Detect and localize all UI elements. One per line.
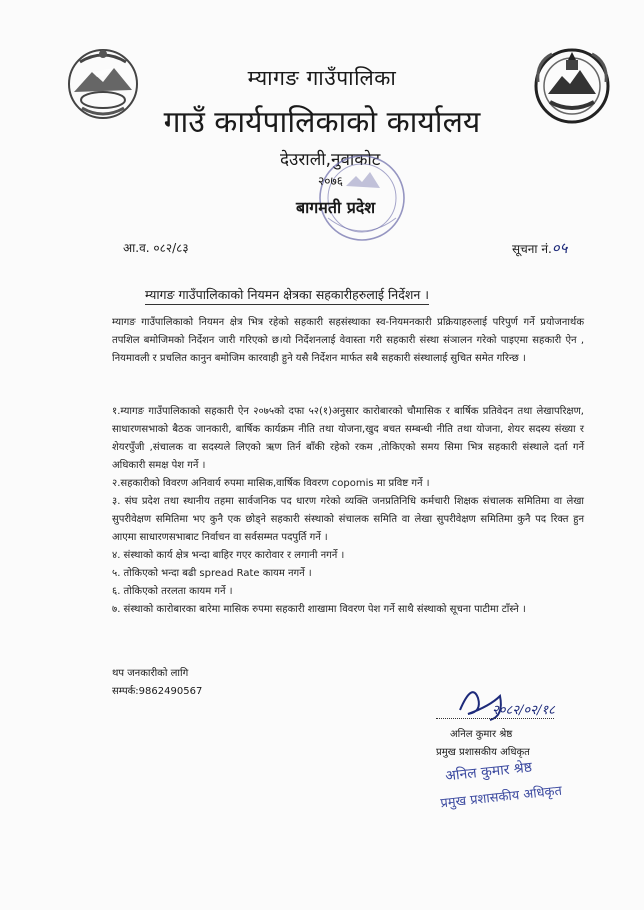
notice-number [512, 238, 567, 258]
name-stamp: अनिल कुमार श्रेष्ठ [444, 759, 533, 785]
contact-phone: सम्पर्क:9862490567 [112, 686, 203, 697]
contact-block [112, 665, 202, 701]
office-location: देउराली,नुवाकोट [280, 150, 381, 170]
notice-number-value: ०५ [551, 239, 568, 257]
directive-item: ३. संघ प्रदेश तथा स्थानीय तहमा सार्वजनिक पद धारण गरेको व्यक्ति जनप्रतिनिधि कर्मचारी शिक्षक संचालक समितिमा वा लेखा सुपरीवेक्षण समितिमा भए कुनै एक छोड्ने सहकारी संस्थाको संचालक समिति वा लेखा सुपरीवेक्षण समितिमा कुनै पद रिक्त हुन आएमा साधारणसभाबाट निर्वाचन वा सर्वसम्मत पदपुर्ति गर्ने । [112, 496, 584, 543]
fiscal-year: आ.व. ०८२/८३ [123, 241, 189, 255]
contact-label: थप जनकारीको लागि [112, 668, 189, 679]
signature-line [436, 718, 554, 719]
stamp-year: २०७६ [318, 174, 343, 188]
directive-item: २.सहकारीको विवरण अनिवार्य रुपमा मासिक,वार्षिक विवरण copomis मा प्रविष्ट गर्ने । [112, 478, 430, 489]
subject-heading: म्यागङ गाउँपालिकाको नियमन क्षेत्रका सहकारीहरुलाई निर्देशन । [145, 286, 429, 305]
signature-date: २०८२/०२/१८ [492, 703, 555, 718]
intro-paragraph: म्यागङ गाउँपालिकाको नियमन क्षेत्र भित्र रहेको सहकारी सहसंस्थाका स्व-नियमनकारी प्रक्रियाहरुलाई परिपुर्ण गर्ने प्रयोजनार्थक तपशिल बमोजिमको निर्देशन जारी गरिएको छ।यो निर्देशनलाई वेवास्ता गरी सहकारी संस्था संञालन गरेको पाइएमा सहकारी ऐन , नियमावली र प्रचलित कानुन बमोजिम कारवाही हुने यसै निर्देशन मार्फत सबै सहकारी संस्थालाई सुचित समेत गरिन्छ । [112, 317, 584, 364]
municipality-name: म्यागङ गाउँपालिका [247, 66, 397, 90]
signatory-name: अनिल कुमार श्रेष्ठ [450, 729, 513, 740]
province-name: बागमती प्रदेश [296, 198, 376, 217]
directive-item: ७. संस्थाको कारोबारका बारेमा मासिक रुपमा सहकारी शाखामा विवरण पेश गर्ने साथै संस्थाको सूचना पाटीमा टाँस्ने । [112, 604, 526, 615]
directive-list [112, 403, 584, 619]
directive-item: ४. संस्थाको कार्य क्षेत्र भन्दा बाहिर गएर कारोवार र लगानी नगर्ने । [112, 550, 345, 561]
title-stamp: प्रमुख प्रशासकीय अधिकृत [439, 783, 563, 812]
directive-item: १.म्यागङ गाउँपालिकाको सहकारी ऐन २०७५को दफा ५२(१)अनुसार कारोबारको चौमासिक र बार्षिक प्रतिवेदन तथा लेखापरिक्षण, साधारणसभाको बैठक जानकारी, बार्षिक कार्यक्रम नीति तथा योजना,खुद बचत सम्बन्धी नीति तथा योजना, शेयर सदस्य संख्या र शेयरपुँजी ,संचालक वा सदस्यले लिएको ऋण तिर्न बाँकी रहेको रकम ,तोकिएको समय सिमा भित्र सहकारी संस्थाले दर्ता गर्ने अधिकारी समक्ष पेश गर्ने । [112, 406, 584, 471]
notice-label: सूचना नं. [512, 242, 552, 256]
office-title: गाउँ कार्यपालिकाको कार्यालय [163, 105, 481, 140]
directive-item: ६. तोकिएको तरलता कायम गर्ने । [112, 586, 233, 597]
signatory-title: प्रमुख प्रशासकीय अधिकृत [436, 747, 530, 758]
directive-item: ५. तोकिएको भन्दा बढी spread Rate कायम नगर्ने । [112, 568, 312, 579]
